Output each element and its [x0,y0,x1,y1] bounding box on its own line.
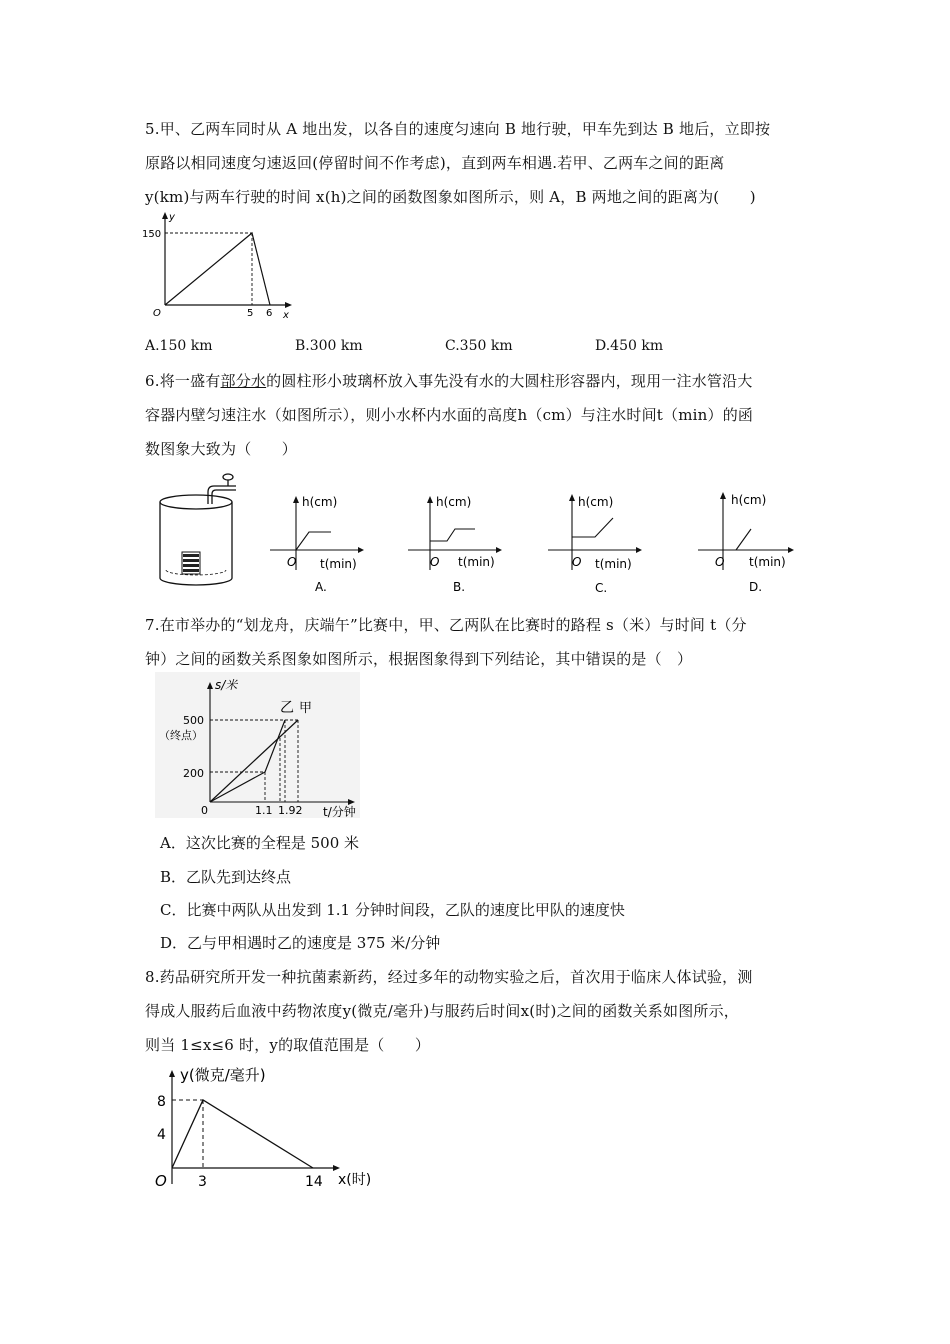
q5-option-a: A.150 km [145,338,213,354]
q8-y-tick-8: 8 [157,1094,166,1110]
q5-origin: O [153,308,161,319]
q6-a-y-label: h(cm) [302,495,338,509]
q7-option-d: D．乙与甲相遇时乙的速度是 375 米/分钟 [160,934,441,952]
q6-a-label: A. [315,580,327,594]
q8-line-1: 8.药品研究所开发一种抗菌素新药，经过多年的动物实验之后，首次用于临床人体试验，测 [145,968,753,986]
q7-line-2: 钟）之间的函数关系图象如图所示，根据图象得到下列结论，其中错误的是（ ） [145,650,693,668]
q7-y-tick-200: 200 [183,767,204,780]
q8-x-tick-14: 14 [305,1174,323,1190]
q6-c-x-label: t(min) [595,557,632,571]
q7-origin: 0 [201,804,208,817]
q5-x-label: x [283,310,289,321]
q5-graph-line [165,233,270,305]
q8-graph [150,1060,400,1200]
q6-d-x-label: t(min) [749,555,786,569]
q6-d-origin: O [715,555,725,569]
q5-line-2: 原路以相同速度匀速返回(停留时间不作考虑)，直到两车相遇.若甲、乙两车之间的距离 [145,154,725,172]
q8-y-label: y(微克/毫升) [180,1066,266,1084]
q7-end-label: （终点） [159,729,203,742]
q8-line-3: 则当 1≤x≤6 时，y的取值范围是（ ） [145,1036,431,1054]
q6-b-origin: O [430,555,440,569]
q5-line-3: y(km)与两车行驶的时间 x(h)之间的函数图象如图所示，则 A，B 两地之间的距离为( ) [145,188,756,206]
q5-x-tick-6: 6 [266,308,273,319]
q7-x-tick-1-1: 1.1 [255,804,273,817]
q6-c-origin: O [572,555,582,569]
q5-option-d: D.450 km [595,338,664,354]
q5-option-b: B.300 km [295,338,363,354]
q7-x-tick-1-92: 1.92 [278,804,303,817]
q8-line-2: 得成人服药后血液中药物浓度y(微克/毫升)与服药后时间x(时)之间的函数关系如图所示， [145,1002,739,1020]
q6-c-label: C. [595,581,608,595]
q6-line-2: 容器内壁匀速注水（如图所示），则小水杯内水面的高度h（cm）与注水时间t（min）的函 [145,406,754,424]
q8-x-label: x(时) [338,1172,372,1188]
q6-graph-c [543,490,643,600]
q6-graph-b [403,490,503,600]
q7-x-label: t/分钟 [323,805,356,818]
q7-option-b: B．乙队先到达终点 [160,868,292,886]
q5-graph [140,208,300,323]
q6-b-y-label: h(cm) [436,495,472,509]
q6-b-x-label: t(min) [458,555,495,569]
q7-y-tick-500: 500 [183,714,204,727]
q5-y-tick: 150 [142,229,162,240]
q7-y-label: s/米 [215,678,238,692]
q6-a-origin: O [287,555,297,569]
q5-line-1: 5.甲、乙两车同时从 A 地出发，以各自的速度匀速向 B 地行驶，甲车先到达 B 地后，立即按 [145,120,771,138]
q8-y-tick-4: 4 [157,1127,166,1143]
q6-c-y-label: h(cm) [578,495,614,509]
q6-d-label: D. [749,580,763,594]
q5-option-c: C.350 km [445,338,513,354]
q6-b-label: B. [453,580,466,594]
q6-underlined-text: 部分水 [220,372,267,390]
q6-line-1: 6.将一盛有部分水的圆柱形小玻璃杯放入事先没有水的大圆柱形容器内，现用一注水管沿大 [145,372,753,390]
q5-y-label: y [169,212,175,223]
q5-x-tick-5: 5 [247,308,254,319]
q6-a-x-label: t(min) [320,557,357,571]
q7-graph [155,672,365,818]
q7-series-yi: 乙 [280,700,294,716]
q6-line-3: 数图象大致为（ ） [145,440,298,458]
q8-origin: O [155,1172,167,1190]
q7-option-a: A．这次比赛的全程是 500 米 [160,834,360,852]
q7-series-jia: 甲 [299,701,313,716]
q8-x-tick-3: 3 [198,1174,207,1190]
q6-graph-d [693,488,798,600]
q7-option-c: C．比赛中两队从出发到 1.1 分钟时间段，乙队的速度比甲队的速度快 [160,901,625,919]
q6-graph-a [265,490,365,600]
q6-d-y-label: h(cm) [731,493,767,507]
q6-container-illustration [150,470,250,592]
q8-graph-line [172,1100,313,1168]
q7-line-1: 7.在市举办的“划龙舟，庆端午”比赛中，甲、乙两队在比赛时的路程 s（米）与时间 t（分 [145,616,747,634]
